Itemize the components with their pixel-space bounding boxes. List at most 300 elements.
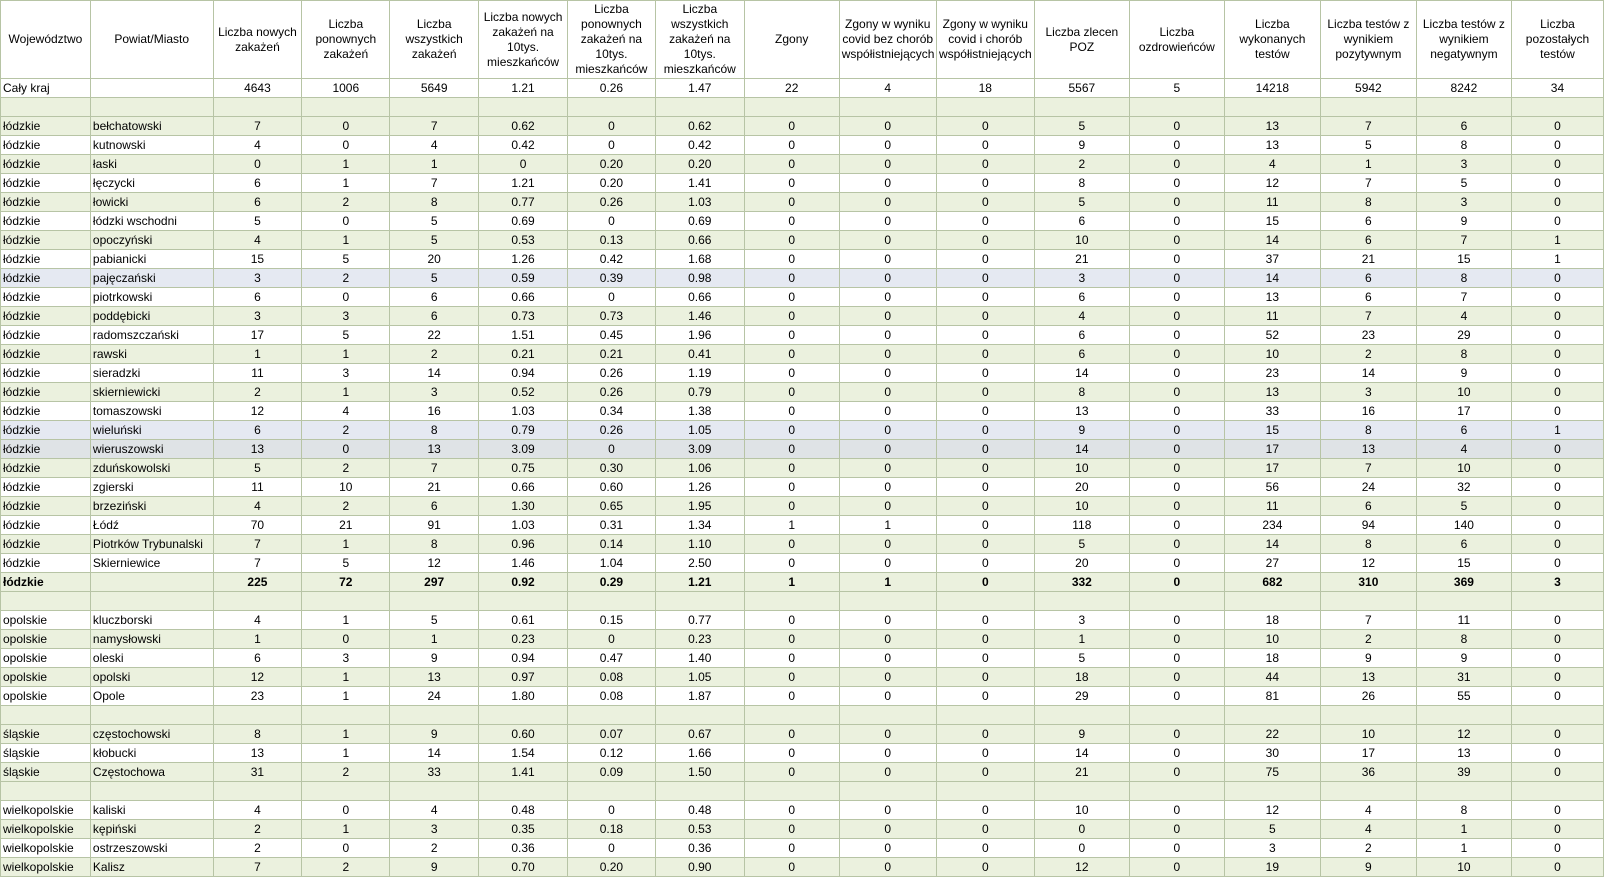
table-cell[interactable]: 7 xyxy=(390,117,479,136)
table-cell[interactable]: częstochowski xyxy=(90,725,213,744)
empty-cell[interactable] xyxy=(213,98,302,117)
table-cell[interactable]: 7 xyxy=(1320,611,1416,630)
table-cell[interactable]: 0 xyxy=(839,421,936,440)
table-cell[interactable]: 0 xyxy=(744,136,839,155)
empty-cell[interactable] xyxy=(1,782,91,801)
table-cell[interactable]: 0 xyxy=(1511,516,1603,535)
table-cell[interactable]: 1 xyxy=(1511,421,1603,440)
table-cell[interactable]: łódzkie xyxy=(1,421,91,440)
table-cell[interactable]: 3 xyxy=(302,364,390,383)
table-cell[interactable]: 5 xyxy=(302,326,390,345)
empty-cell[interactable] xyxy=(936,592,1034,611)
table-cell[interactable]: 0.36 xyxy=(655,839,744,858)
table-cell[interactable]: rawski xyxy=(90,345,213,364)
table-cell[interactable]: 0 xyxy=(1129,839,1224,858)
table-cell[interactable]: 0.35 xyxy=(479,820,568,839)
table-cell[interactable]: 8 xyxy=(1416,269,1511,288)
table-cell[interactable]: 0 xyxy=(744,725,839,744)
empty-cell[interactable] xyxy=(1034,98,1129,117)
table-cell[interactable]: łęczycki xyxy=(90,174,213,193)
table-cell[interactable]: 0 xyxy=(1129,174,1224,193)
table-cell[interactable]: 1.68 xyxy=(655,250,744,269)
table-cell[interactable]: 0.26 xyxy=(567,421,655,440)
table-cell[interactable]: 1006 xyxy=(302,79,390,98)
empty-cell[interactable] xyxy=(213,706,302,725)
table-cell[interactable]: 0 xyxy=(936,174,1034,193)
table-cell[interactable]: 0 xyxy=(839,212,936,231)
table-cell[interactable]: 0.66 xyxy=(479,478,568,497)
table-cell[interactable]: 0 xyxy=(839,478,936,497)
table-cell[interactable]: 3 xyxy=(390,383,479,402)
table-cell[interactable]: 1 xyxy=(302,611,390,630)
empty-cell[interactable] xyxy=(839,706,936,725)
table-cell[interactable]: 11 xyxy=(1224,497,1320,516)
empty-cell[interactable] xyxy=(936,782,1034,801)
table-cell[interactable]: 13 xyxy=(390,440,479,459)
table-cell[interactable]: 1 xyxy=(302,155,390,174)
table-cell[interactable]: opolskie xyxy=(1,668,91,687)
table-cell[interactable]: 12 xyxy=(1224,174,1320,193)
table-cell[interactable]: łódzkie xyxy=(1,250,91,269)
table-cell[interactable]: 7 xyxy=(1320,307,1416,326)
table-cell[interactable]: 0.70 xyxy=(479,858,568,877)
table-cell[interactable]: 12 xyxy=(1416,725,1511,744)
table-cell[interactable]: łódzkie xyxy=(1,136,91,155)
empty-cell[interactable] xyxy=(1511,782,1603,801)
table-cell[interactable]: ostrzeszowski xyxy=(90,839,213,858)
table-cell[interactable]: 7 xyxy=(1416,231,1511,250)
table-cell[interactable]: oleski xyxy=(90,649,213,668)
table-cell[interactable]: skierniewicki xyxy=(90,383,213,402)
table-cell[interactable]: 0 xyxy=(1129,402,1224,421)
table-cell[interactable]: 0 xyxy=(1129,231,1224,250)
table-cell[interactable]: 0.69 xyxy=(655,212,744,231)
table-cell[interactable]: 0.13 xyxy=(567,231,655,250)
empty-cell[interactable] xyxy=(1,98,91,117)
table-cell[interactable]: 225 xyxy=(213,573,302,592)
table-cell[interactable]: 0 xyxy=(1129,136,1224,155)
table-cell[interactable]: łódzkie xyxy=(1,383,91,402)
empty-cell[interactable] xyxy=(1416,98,1511,117)
table-cell[interactable]: 0 xyxy=(1511,402,1603,421)
table-cell[interactable]: 1.34 xyxy=(655,516,744,535)
table-cell[interactable]: łódzkie xyxy=(1,231,91,250)
table-cell[interactable]: 0 xyxy=(744,801,839,820)
table-cell[interactable]: 5 xyxy=(390,231,479,250)
table-cell[interactable]: 4 xyxy=(213,611,302,630)
table-cell[interactable]: 7 xyxy=(213,117,302,136)
table-cell[interactable]: Cały kraj xyxy=(1,79,91,98)
table-cell[interactable]: 0.07 xyxy=(567,725,655,744)
table-cell[interactable]: 0 xyxy=(936,288,1034,307)
table-cell[interactable]: 1.03 xyxy=(655,193,744,212)
table-cell[interactable]: 8 xyxy=(390,421,479,440)
empty-cell[interactable] xyxy=(1416,706,1511,725)
table-cell[interactable]: 5 xyxy=(1129,79,1224,98)
table-cell[interactable]: 0 xyxy=(744,478,839,497)
table-cell[interactable]: 0 xyxy=(1129,725,1224,744)
table-cell[interactable]: 4 xyxy=(839,79,936,98)
table-cell[interactable]: 7 xyxy=(1320,459,1416,478)
table-cell[interactable]: łódzkie xyxy=(1,288,91,307)
table-cell[interactable]: 6 xyxy=(1320,212,1416,231)
table-cell[interactable]: 1.21 xyxy=(479,79,568,98)
table-cell[interactable]: 14 xyxy=(390,744,479,763)
table-cell[interactable]: 10 xyxy=(1034,459,1129,478)
table-cell[interactable]: 11 xyxy=(1224,307,1320,326)
empty-cell[interactable] xyxy=(90,782,213,801)
table-cell[interactable]: 682 xyxy=(1224,573,1320,592)
column-header[interactable]: Liczba ponownych zakażeń na 10tys. mieszkańców xyxy=(567,1,655,79)
table-cell[interactable]: 0 xyxy=(839,250,936,269)
table-cell[interactable]: 0 xyxy=(1511,174,1603,193)
table-cell[interactable]: 0 xyxy=(839,630,936,649)
table-cell[interactable]: 6 xyxy=(213,421,302,440)
table-cell[interactable]: 4643 xyxy=(213,79,302,98)
table-cell[interactable]: 0 xyxy=(936,364,1034,383)
table-cell[interactable]: 0 xyxy=(1511,554,1603,573)
table-cell[interactable]: łódzkie xyxy=(1,212,91,231)
table-cell[interactable]: 0 xyxy=(839,193,936,212)
table-cell[interactable]: 0 xyxy=(302,801,390,820)
table-cell[interactable]: 0 xyxy=(936,630,1034,649)
table-cell[interactable]: 1.26 xyxy=(655,478,744,497)
table-cell[interactable]: 0.26 xyxy=(567,79,655,98)
table-cell[interactable]: 0 xyxy=(1129,668,1224,687)
table-cell[interactable]: 1.87 xyxy=(655,687,744,706)
table-cell[interactable]: 0 xyxy=(302,136,390,155)
empty-cell[interactable] xyxy=(1224,98,1320,117)
empty-cell[interactable] xyxy=(1511,98,1603,117)
table-cell[interactable]: 0.21 xyxy=(567,345,655,364)
table-cell[interactable]: 234 xyxy=(1224,516,1320,535)
empty-cell[interactable] xyxy=(744,592,839,611)
empty-cell[interactable] xyxy=(1034,592,1129,611)
table-cell[interactable]: 0.08 xyxy=(567,668,655,687)
table-cell[interactable]: 4 xyxy=(213,231,302,250)
table-cell[interactable]: 6 xyxy=(213,174,302,193)
table-cell[interactable]: 0 xyxy=(744,535,839,554)
table-cell[interactable]: 0 xyxy=(744,250,839,269)
empty-cell[interactable] xyxy=(655,98,744,117)
table-cell[interactable]: 0 xyxy=(744,421,839,440)
table-cell[interactable]: 4 xyxy=(213,801,302,820)
table-cell[interactable]: kaliski xyxy=(90,801,213,820)
table-cell[interactable]: 0 xyxy=(1511,725,1603,744)
empty-cell[interactable] xyxy=(1,592,91,611)
table-cell[interactable]: 0.18 xyxy=(567,820,655,839)
table-cell[interactable]: radomszczański xyxy=(90,326,213,345)
table-cell[interactable]: 0 xyxy=(936,725,1034,744)
table-cell[interactable]: 0 xyxy=(839,649,936,668)
table-cell[interactable]: 44 xyxy=(1224,668,1320,687)
table-cell[interactable]: łaski xyxy=(90,155,213,174)
table-cell[interactable]: 0 xyxy=(1129,117,1224,136)
table-cell[interactable]: 37 xyxy=(1224,250,1320,269)
table-cell[interactable]: 0.77 xyxy=(655,611,744,630)
table-cell[interactable]: 34 xyxy=(1511,79,1603,98)
table-cell[interactable]: 23 xyxy=(1224,364,1320,383)
table-cell[interactable]: 3 xyxy=(1320,383,1416,402)
table-cell[interactable]: Kalisz xyxy=(90,858,213,877)
empty-cell[interactable] xyxy=(479,592,568,611)
table-cell[interactable]: 5 xyxy=(1416,497,1511,516)
table-cell[interactable]: 75 xyxy=(1224,763,1320,782)
table-cell[interactable]: 5 xyxy=(1224,820,1320,839)
table-cell[interactable]: 0 xyxy=(1511,117,1603,136)
table-cell[interactable]: 1 xyxy=(1511,250,1603,269)
table-cell[interactable]: 13 xyxy=(390,668,479,687)
table-cell[interactable]: 7 xyxy=(1320,117,1416,136)
table-cell[interactable]: 0.66 xyxy=(655,288,744,307)
table-cell[interactable]: 2 xyxy=(1034,155,1129,174)
table-cell[interactable]: 1.06 xyxy=(655,459,744,478)
table-cell[interactable]: 1.30 xyxy=(479,497,568,516)
table-cell[interactable]: 0 xyxy=(567,117,655,136)
table-cell[interactable]: łódzkie xyxy=(1,364,91,383)
table-cell[interactable]: 72 xyxy=(302,573,390,592)
table-cell[interactable]: 8 xyxy=(213,725,302,744)
table-cell[interactable]: 10 xyxy=(1416,383,1511,402)
table-cell[interactable]: 369 xyxy=(1416,573,1511,592)
table-cell[interactable]: 0 xyxy=(1511,763,1603,782)
table-cell[interactable]: pabianicki xyxy=(90,250,213,269)
empty-cell[interactable] xyxy=(390,706,479,725)
table-cell[interactable]: 0.20 xyxy=(567,858,655,877)
table-cell[interactable]: 1 xyxy=(213,345,302,364)
table-cell[interactable]: 7 xyxy=(213,858,302,877)
table-cell[interactable]: 1.46 xyxy=(479,554,568,573)
table-cell[interactable]: 0.45 xyxy=(567,326,655,345)
table-cell[interactable]: 0 xyxy=(839,668,936,687)
table-cell[interactable]: 6 xyxy=(390,307,479,326)
table-cell[interactable]: 1.47 xyxy=(655,79,744,98)
table-cell[interactable]: 6 xyxy=(1034,288,1129,307)
table-cell[interactable]: 9 xyxy=(1416,212,1511,231)
table-cell[interactable]: 0 xyxy=(1129,516,1224,535)
table-cell[interactable]: 310 xyxy=(1320,573,1416,592)
table-cell[interactable]: 10 xyxy=(1224,630,1320,649)
table-cell[interactable]: 2 xyxy=(390,839,479,858)
table-cell[interactable]: 0 xyxy=(744,155,839,174)
table-cell[interactable]: 0.75 xyxy=(479,459,568,478)
table-cell[interactable]: Częstochowa xyxy=(90,763,213,782)
table-cell[interactable]: 0 xyxy=(1129,630,1224,649)
table-cell[interactable]: 3 xyxy=(302,649,390,668)
empty-cell[interactable] xyxy=(655,706,744,725)
table-cell[interactable]: 0 xyxy=(839,820,936,839)
table-cell[interactable]: łódzkie xyxy=(1,269,91,288)
table-cell[interactable]: łowicki xyxy=(90,193,213,212)
table-cell[interactable]: 0.48 xyxy=(655,801,744,820)
table-cell[interactable]: 0 xyxy=(744,364,839,383)
table-cell[interactable]: 0 xyxy=(744,668,839,687)
table-cell[interactable]: 0 xyxy=(936,744,1034,763)
table-cell[interactable]: opolskie xyxy=(1,687,91,706)
table-cell[interactable]: 0 xyxy=(744,440,839,459)
table-cell[interactable]: zduńskowolski xyxy=(90,459,213,478)
table-cell[interactable]: 7 xyxy=(1320,174,1416,193)
table-cell[interactable]: 15 xyxy=(1416,554,1511,573)
table-cell[interactable]: 0 xyxy=(1511,668,1603,687)
empty-cell[interactable] xyxy=(936,706,1034,725)
table-cell[interactable]: 0 xyxy=(1129,478,1224,497)
table-cell[interactable]: 0 xyxy=(302,440,390,459)
table-cell[interactable]: 0 xyxy=(936,839,1034,858)
empty-cell[interactable] xyxy=(1034,706,1129,725)
table-cell[interactable]: 7 xyxy=(390,174,479,193)
table-cell[interactable]: 0 xyxy=(936,668,1034,687)
table-cell[interactable]: 0 xyxy=(839,744,936,763)
table-cell[interactable]: 1.03 xyxy=(479,402,568,421)
table-cell[interactable]: 17 xyxy=(213,326,302,345)
table-cell[interactable]: 2 xyxy=(213,820,302,839)
table-cell[interactable]: 1 xyxy=(1416,820,1511,839)
table-cell[interactable]: 297 xyxy=(390,573,479,592)
table-cell[interactable]: 9 xyxy=(1034,136,1129,155)
table-cell[interactable]: 0 xyxy=(744,383,839,402)
table-cell[interactable]: 10 xyxy=(1416,459,1511,478)
table-cell[interactable]: 2 xyxy=(1320,839,1416,858)
table-cell[interactable]: 9 xyxy=(390,649,479,668)
table-cell[interactable]: 0 xyxy=(744,839,839,858)
table-cell[interactable]: 14 xyxy=(390,364,479,383)
table-cell[interactable]: 21 xyxy=(302,516,390,535)
table-cell[interactable]: wieluński xyxy=(90,421,213,440)
table-cell[interactable]: 0.65 xyxy=(567,497,655,516)
table-cell[interactable]: 0 xyxy=(936,611,1034,630)
table-cell[interactable]: 0 xyxy=(839,801,936,820)
table-cell[interactable]: 0.30 xyxy=(567,459,655,478)
table-cell[interactable]: 0 xyxy=(839,440,936,459)
empty-cell[interactable] xyxy=(213,592,302,611)
table-cell[interactable]: 0 xyxy=(1511,326,1603,345)
table-cell[interactable]: 0 xyxy=(839,269,936,288)
empty-cell[interactable] xyxy=(1224,782,1320,801)
table-cell[interactable]: 70 xyxy=(213,516,302,535)
table-cell[interactable]: 4 xyxy=(1320,801,1416,820)
table-cell[interactable]: 10 xyxy=(1320,725,1416,744)
table-cell[interactable]: 3 xyxy=(1511,573,1603,592)
table-cell[interactable]: 0 xyxy=(839,839,936,858)
table-cell[interactable]: 3 xyxy=(213,307,302,326)
table-cell[interactable]: 0 xyxy=(839,402,936,421)
table-cell[interactable]: 3.09 xyxy=(655,440,744,459)
table-cell[interactable]: kutnowski xyxy=(90,136,213,155)
table-cell[interactable]: 8 xyxy=(390,535,479,554)
table-cell[interactable]: łódzkie xyxy=(1,402,91,421)
table-cell[interactable]: 0 xyxy=(744,174,839,193)
table-cell[interactable]: 1 xyxy=(302,383,390,402)
table-cell[interactable]: 0.39 xyxy=(567,269,655,288)
table-cell[interactable]: 6 xyxy=(1034,212,1129,231)
table-cell[interactable]: 3.09 xyxy=(479,440,568,459)
table-cell[interactable]: łódzkie xyxy=(1,307,91,326)
table-cell[interactable]: 81 xyxy=(1224,687,1320,706)
table-cell[interactable]: 33 xyxy=(390,763,479,782)
table-cell[interactable]: 8 xyxy=(390,193,479,212)
table-cell[interactable]: 0 xyxy=(1511,649,1603,668)
table-cell[interactable]: 6 xyxy=(1416,117,1511,136)
table-cell[interactable]: 0.53 xyxy=(655,820,744,839)
table-cell[interactable]: 0 xyxy=(567,801,655,820)
table-cell[interactable]: 1 xyxy=(302,744,390,763)
empty-cell[interactable] xyxy=(302,592,390,611)
table-cell[interactable]: 0 xyxy=(1129,345,1224,364)
table-cell[interactable]: 2 xyxy=(390,345,479,364)
table-cell[interactable]: 11 xyxy=(213,364,302,383)
table-cell[interactable]: 10 xyxy=(1034,497,1129,516)
table-cell[interactable]: 6 xyxy=(1416,421,1511,440)
table-cell[interactable]: 0 xyxy=(839,459,936,478)
table-cell[interactable]: 1.05 xyxy=(655,668,744,687)
table-cell[interactable]: kępiński xyxy=(90,820,213,839)
table-cell[interactable]: 0 xyxy=(839,858,936,877)
table-cell[interactable]: 52 xyxy=(1224,326,1320,345)
table-cell[interactable]: 0 xyxy=(744,269,839,288)
table-cell[interactable]: 0.20 xyxy=(567,174,655,193)
table-cell[interactable]: 14 xyxy=(1224,535,1320,554)
table-cell[interactable]: 0 xyxy=(936,136,1034,155)
table-cell[interactable]: 0 xyxy=(936,820,1034,839)
table-cell[interactable]: 1.54 xyxy=(479,744,568,763)
empty-cell[interactable] xyxy=(655,592,744,611)
table-cell[interactable]: 24 xyxy=(1320,478,1416,497)
table-cell[interactable]: poddębicki xyxy=(90,307,213,326)
table-cell[interactable]: 0 xyxy=(1511,383,1603,402)
empty-cell[interactable] xyxy=(567,98,655,117)
table-cell[interactable]: 0 xyxy=(1511,839,1603,858)
table-cell[interactable]: 6 xyxy=(390,288,479,307)
table-cell[interactable]: 8 xyxy=(1320,421,1416,440)
table-cell[interactable]: 94 xyxy=(1320,516,1416,535)
table-cell[interactable]: 0 xyxy=(936,801,1034,820)
table-cell[interactable]: 0 xyxy=(744,687,839,706)
table-cell[interactable]: 0 xyxy=(567,136,655,155)
table-cell[interactable]: piotrkowski xyxy=(90,288,213,307)
table-cell[interactable]: 21 xyxy=(390,478,479,497)
table-cell[interactable]: 1 xyxy=(1511,231,1603,250)
table-cell[interactable]: 0 xyxy=(744,858,839,877)
table-cell[interactable]: 0 xyxy=(567,630,655,649)
table-cell[interactable]: 8 xyxy=(1416,801,1511,820)
table-cell[interactable]: 6 xyxy=(1320,497,1416,516)
table-cell[interactable]: 0 xyxy=(744,117,839,136)
table-cell[interactable]: 1 xyxy=(213,630,302,649)
empty-cell[interactable] xyxy=(1224,706,1320,725)
empty-cell[interactable] xyxy=(1129,782,1224,801)
column-header[interactable]: Powiat/Miasto xyxy=(90,1,213,79)
table-cell[interactable]: 2 xyxy=(1320,345,1416,364)
table-cell[interactable]: opolskie xyxy=(1,630,91,649)
table-cell[interactable]: 12 xyxy=(1034,858,1129,877)
empty-cell[interactable] xyxy=(1,706,91,725)
table-cell[interactable]: 0 xyxy=(1511,478,1603,497)
table-cell[interactable]: 8 xyxy=(1034,383,1129,402)
empty-cell[interactable] xyxy=(390,592,479,611)
table-cell[interactable]: 2 xyxy=(213,383,302,402)
table-cell[interactable]: 36 xyxy=(1320,763,1416,782)
table-cell[interactable]: 8 xyxy=(1416,345,1511,364)
table-cell[interactable]: kluczborski xyxy=(90,611,213,630)
table-cell[interactable]: 9 xyxy=(1416,364,1511,383)
table-cell[interactable]: 0.79 xyxy=(479,421,568,440)
table-cell[interactable]: 140 xyxy=(1416,516,1511,535)
table-cell[interactable]: 1.19 xyxy=(655,364,744,383)
table-cell[interactable]: 1 xyxy=(302,231,390,250)
table-cell[interactable]: 1.21 xyxy=(655,573,744,592)
table-cell[interactable]: 39 xyxy=(1416,763,1511,782)
